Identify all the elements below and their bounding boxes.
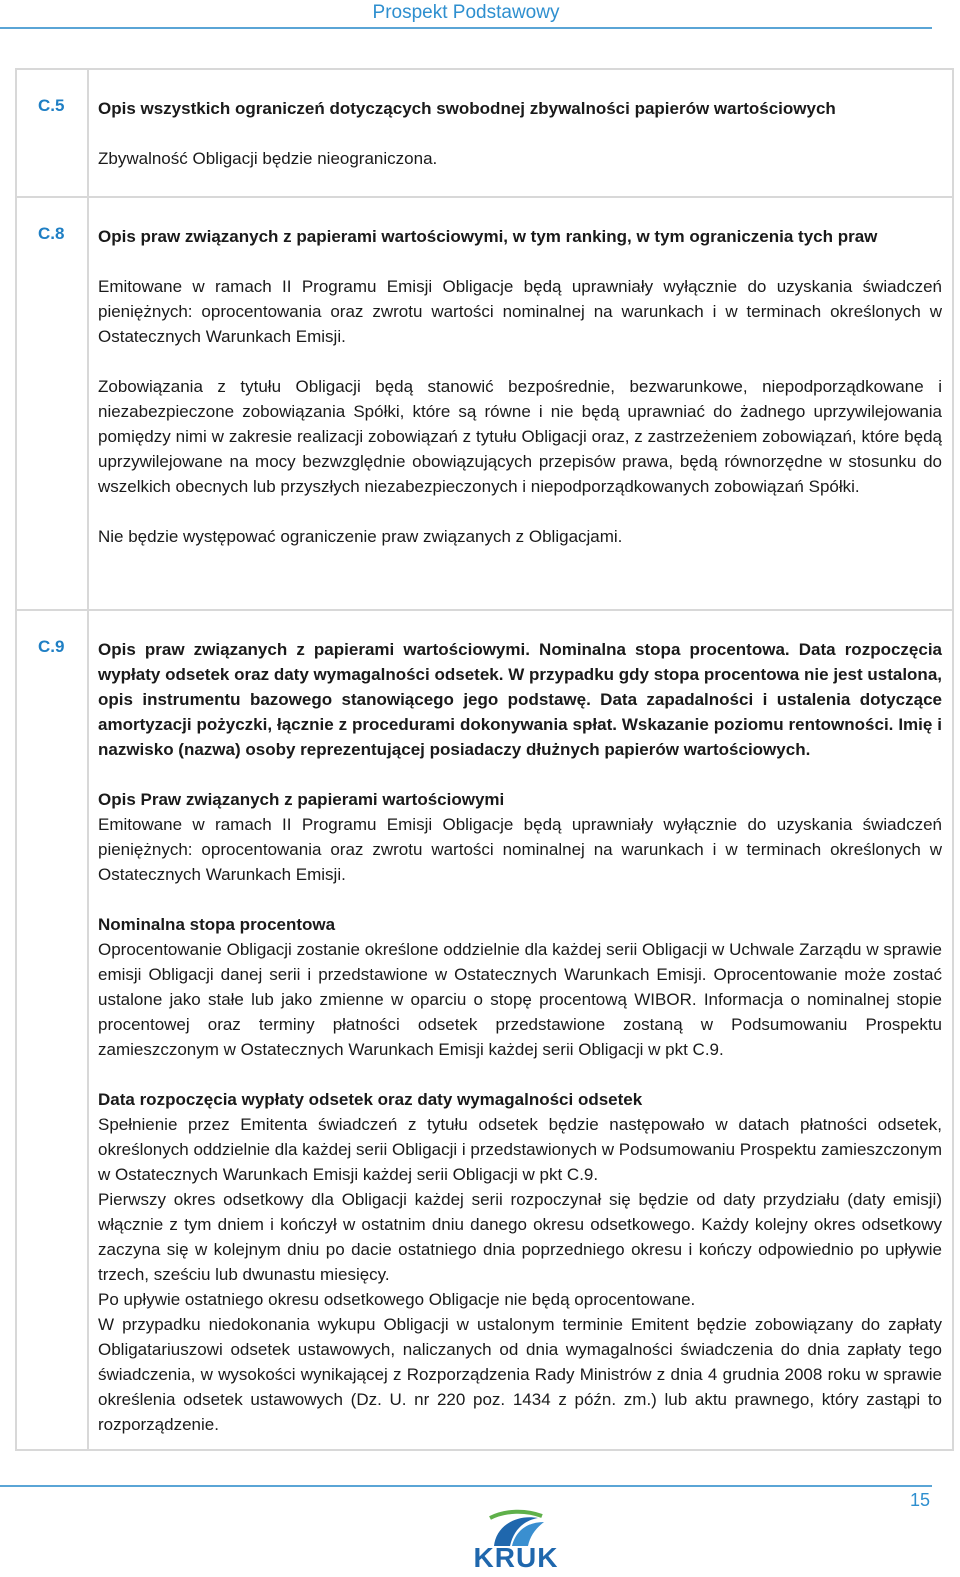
logo-text: KRUK: [473, 1542, 559, 1573]
section-content: [88, 610, 953, 1450]
section-code: C.9: [16, 610, 88, 1450]
section-paragraph: Po upływie ostatniego okresu odsetkowego Obligacje nie będą oprocentowane.: [98, 1290, 696, 1309]
section-code: C.8: [16, 197, 88, 610]
section-paragraph: Emitowane w ramach II Programu Emisji Obligacje będą uprawniały wyłącznie do uzyskania świadczeń pieniężnych: oprocentowania oraz zwrotu wartości nominalnej na warunkach i w terminach określonych w Ostatecznych Warunkach Emisji.: [98, 815, 942, 884]
kruk-logo: [466, 1508, 566, 1574]
section-heading: Opis wszystkich ograniczeń dotyczących swobodnej zbywalności papierów wartościowych: [98, 99, 836, 118]
section-heading: Opis praw związanych z papierami wartościowymi, w tym ranking, w tym ograniczenia tych praw: [98, 227, 878, 246]
subsection-title: Data rozpoczęcia wypłaty odsetek oraz daty wymagalności odsetek: [98, 1090, 643, 1109]
summary-table: [15, 68, 954, 1451]
table-row: [16, 197, 953, 610]
section-paragraph: Nie będzie występować ograniczenie praw związanych z Obligacjami.: [98, 527, 623, 546]
subsection-title: Nominalna stopa procentowa: [98, 915, 336, 934]
section-paragraph: Zobowiązania z tytułu Obligacji będą stanowić bezpośrednie, bezwarunkowe, niepodporządkowane i niezabezpieczone zobowiązania Spółki, które są równe i nie będą uprawniać do żadnego uprzywilejowania pomiędzy nimi w zakresie realizacji zobowiązań z tytułu Obligacji oraz, z zastrzeżeniem zobowiązań, które będą uprzywilejowane na mocy bezwzględnie obowiązujących przepisów prawa, będą równorzędne w stosunku do wszelkich obecnych lub przyszłych niezabezpieczonych i niepodporządkowanych zobowiązań Spółki.: [98, 377, 942, 496]
subsection-title: Opis Praw związanych z papierami wartościowymi: [98, 790, 505, 809]
section-heading: Opis praw związanych z papierami wartościowymi. Nominalna stopa procentowa. Data rozpoczęcia wypłaty odsetek oraz daty wymagalności odsetek. W przypadku gdy stopa procentowa nie jest ustalona, opis instrumentu bazowego stanowiącego jego podstawę. Data zapadalności i ustalenia dotyczące amortyzacji pożyczki, łącznie z procedurami dokonywania spłat. Wskazanie poziomu rentowności. Imię i nazwisko (nazwa) osoby reprezentującej posiadaczy dłużnych papierów wartościowych.: [98, 640, 942, 759]
section-paragraph: W przypadku niedokonania wykupu Obligacji w ustalonym terminie Emitent będzie zobowiązany do zapłaty Obligatariuszowi odsetek ustawowych, naliczanych od dnia wymagalności świadczenia do dnia zapłaty tego świadczenia, w wysokości wynikającej z Rozporządzenia Rady Ministrów z dnia 4 grudnia 2008 roku w sprawie określenia odsetek ustawowych (Dz. U. nr 220 poz. 1434 z późn. zm.) lub aktu prawnego, który zastąpi to rozporządzenie.: [98, 1315, 942, 1434]
section-paragraph: Spełnienie przez Emitenta świadczeń z tytułu odsetek będzie następowało w datach płatności odsetek, określonych oddzielnie dla każdej serii Obligacji i przedstawionych w Podsumowaniu Prospektu zamieszczonym w Ostatecznych Warunkach Emisji każdej serii Obligacji w pkt C.9.: [98, 1115, 942, 1184]
footer-divider: [0, 1485, 932, 1487]
section-paragraph: Zbywalność Obligacji będzie nieograniczona.: [98, 149, 438, 168]
section-code: C.5: [16, 69, 88, 197]
section-paragraph: Emitowane w ramach II Programu Emisji Obligacje będą uprawniały wyłącznie do uzyskania świadczeń pieniężnych: oprocentowania oraz zwrotu wartości nominalnej na warunkach i w terminach określonych w Ostatecznych Warunkach Emisji.: [98, 277, 942, 346]
page-number: 15: [909, 1490, 930, 1510]
document-header-title: Prospekt Podstawowy: [372, 2, 560, 23]
section-paragraph: Pierwszy okres odsetkowy dla Obligacji każdej serii rozpoczynał się będzie od daty przydziału (daty emisji) włącznie z tym dniem i kończył w ostatnim dniu danego okresu odsetkowego. Każdy kolejny okres odsetkowy zaczyna się w kolejnym dniu po dacie ostatniego dnia poprzedniego okresu i kończy odpowiednio po upływie trzech, sześciu lub dwunastu miesięcy.: [98, 1190, 942, 1284]
table-row: [16, 69, 953, 197]
section-content: [88, 69, 953, 197]
section-paragraph: Oprocentowanie Obligacji zostanie określone oddzielnie dla każdej serii Obligacji w Uchwale Zarządu w sprawie emisji Obligacji danej serii i przedstawione w Ostatecznych Warunkach Emisji. Oprocentowanie może zostać ustalone jako stałe lub jako zmienne w oparciu o stopę procentową WIBOR. Informacja o nominalnej stopie procentowej oraz terminy płatności odsetek przedstawione zostaną w Podsumowaniu Prospektu zamieszczonym w Ostatecznych Warunkach Emisji każdej serii Obligacji w pkt C.9.: [98, 940, 942, 1059]
table-row: [16, 610, 953, 1450]
header-divider: [0, 27, 932, 29]
section-content: [88, 197, 953, 610]
